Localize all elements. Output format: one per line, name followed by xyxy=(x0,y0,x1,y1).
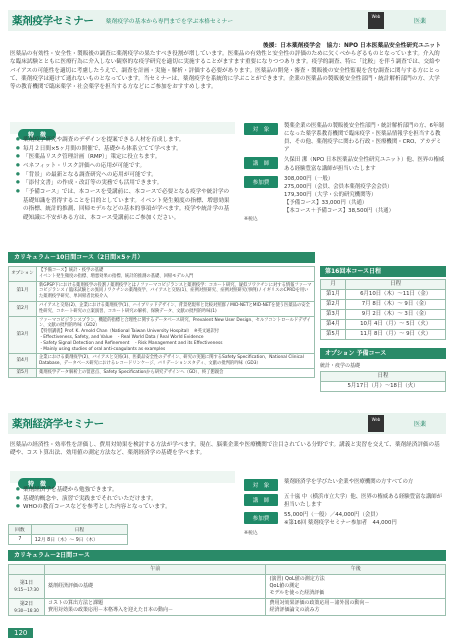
morning-session: 薬剤経済評価の基礎 xyxy=(45,575,266,599)
morning-session: コストの算出方法と課題 費用対効果の政策応用－本格導入を迎えた日本の動向－ xyxy=(45,599,266,616)
info-label: 対 象 xyxy=(244,479,278,491)
schedule-month: 第5月 xyxy=(321,330,346,340)
features-header xyxy=(10,471,235,488)
feature-item: ● 薬剤経済学を基礎から勉強できます。 xyxy=(16,486,231,495)
curriculum-header: カリキュラム－2日間コース xyxy=(8,550,446,561)
section-subtitle: 薬剤疫学の基本から専門までを学ぶ本格セミナー xyxy=(105,19,234,25)
section-description: 医薬品の経済性・効率性を評価し、費用対効果を検討する方法が学べます。現在、脳薬企業や医療機関で注目されている分野です。講義と実習を交えて、薬剤経済評価の基礎や、コスト算出法、効用値の測定方法など、薬剤経済学の基礎を学べます。 xyxy=(10,442,440,457)
curriculum-content: 新GPSP下における薬剤疫学の役割 / 薬剤疫学とは / ファーマコビジランスと薬剤疫学：コホート研究、疑似ソワクチンに対する情報ファーマコビジランス / 臨床試験との異同 / ワクチンの薬剤疫学、バイアスと交絡(1)、症例対照研究、症例対照研究(事例) / イギリスのCPRDを用いた薬剤疫学研究、単回帰者比較介入 xyxy=(37,281,315,301)
table-row xyxy=(9,301,315,316)
schedule-date: 10月 4日（月）～ 5日（火） xyxy=(346,320,446,330)
info-target xyxy=(244,478,446,491)
info-lecturer xyxy=(244,156,446,172)
tax-note: ※税込 xyxy=(244,531,258,537)
info-target xyxy=(244,122,446,154)
table-row xyxy=(9,535,128,545)
day-cell xyxy=(9,575,45,599)
day-label: 第2日 xyxy=(19,600,34,607)
info-lecturer xyxy=(244,493,446,509)
info-label: 講 師 xyxy=(244,157,278,169)
section-header-pharmacoecon xyxy=(8,413,446,434)
option-date: 5月17日（月）～18日（火） xyxy=(321,382,446,392)
table-row xyxy=(9,599,446,616)
table-header-row xyxy=(9,525,128,535)
table-row xyxy=(321,330,446,340)
table-row xyxy=(9,316,315,354)
info-label: 参加費 xyxy=(244,512,278,524)
column-header: 月 xyxy=(321,280,346,290)
web-badge-icon: Web xyxy=(368,12,384,29)
feature-item: ● 毎月２日間×5ヶ月間の開催で、基礎から体系立てて学べます。 xyxy=(16,145,231,154)
curriculum-content: 薬剤疫学データ解析上の留意点、Safety Specificationから研究デザインへ（GD）、終了懇親会 xyxy=(37,368,315,377)
info-text: 久保田 潔（NPO 日本医薬品安全性研究ユニット）他、医界の権威ある経験豊富な講師が担当いたします xyxy=(284,157,445,172)
afternoon-session: 費用対効果評価の政策応用－諸外国の動向－ 経済評価論文の読み方 xyxy=(266,599,446,616)
feature-item: ● 「医薬品リスク管理計画（RMP）」策定に役立ちます。 xyxy=(16,153,231,162)
schedule-month: 第1月 xyxy=(321,290,346,300)
table-row xyxy=(9,368,315,377)
info-label: 対 象 xyxy=(244,123,278,135)
schedule-month: 第4月 xyxy=(321,320,346,330)
table-header-row xyxy=(321,280,446,290)
features-list xyxy=(16,486,231,512)
column-header: 回数 xyxy=(9,525,32,535)
curriculum-content: 【予備コース】統計・疫学の基礎 イベント発生頻度の指標、増悪効果の指標、統計的推測の基礎、回帰モデル入門 xyxy=(37,267,315,282)
table-header-row xyxy=(321,372,446,382)
section-header-pharmacoepi xyxy=(8,10,446,31)
column-header: 午前 xyxy=(45,565,266,575)
feature-item: ● 薬剤疫学研究や調査のデザインを提案できる人材を育成します。 xyxy=(16,136,231,145)
table-header-row xyxy=(9,565,446,575)
table-row xyxy=(321,320,446,330)
curriculum-month: 第5月 xyxy=(9,368,37,377)
option-schedule-table xyxy=(320,371,446,392)
tax-note: ※税込 xyxy=(244,217,258,223)
curriculum-month: 第1月 xyxy=(9,281,37,301)
column-header-blank xyxy=(9,565,45,575)
curriculum-month: 第3月 xyxy=(9,316,37,354)
feature-item: ● 「予備コース」では、本コースを受講前に、本コースで必要となる疫学や統計学の基礎知識を習得することを目的としています。イベント発生頻度の指標、増悪効果の指標、統計的推測、回帰モデルなどの基本的事項が学べます。疫学や統計学の基礎知識に不安がある方は、本コース受講前にご参加ください。 xyxy=(16,188,231,223)
features-label: 特 徴 xyxy=(18,129,56,140)
course-info xyxy=(244,122,446,222)
section-title: 薬剤経済学セミナー xyxy=(12,418,104,430)
schedule-date: 6月10日（木）～11日（金） xyxy=(346,290,446,300)
day-time: 9:30～16:30 xyxy=(14,607,39,613)
section-description: 医薬品の有効性・安全性・製販後の調査に薬剤疫学の果たすべき役割が増しています。医薬品の有効性と安全性の評価のために欠くべからざるものとなっています。介入的な臨床試験とともに医療行為に介入しない観察的な疫学研究を適切に実施することがますます重要になりつつあります。疫学的調査、特に「比較」を伴う調査では、交絡やバイアスの可能性を適切に考慮したうえで、調査を計画・実施・解析・評価する必要があります。医薬品の開発・審査・製販後の安全性監視を含む調査に関与する方にとって、薬剤疫学は避けて通れないものとなっています。当セミナーは、薬剤疫学を系統的に学ぶことができます。企業の医薬品の製販後安全性部門・統計解析部門の方、大学等の教育機関で臨床薬学・社会薬学を担当する方などにご参加をおすすめします。 xyxy=(10,51,441,91)
schedule-table xyxy=(320,279,446,340)
info-text: 製薬企業の医薬品の製販後安全性部門・統計解析部門の方、6年制になった薬学系教育機関で臨床疫学・医薬品情報学を担当する教員、その他、薬剤疫学に関わる行政・医療機関・CRO、アカデミア xyxy=(284,123,444,154)
curriculum-month: 第4月 xyxy=(9,354,37,369)
feature-item: ● 「添付文書」の作成・改訂等の実務でも活用できます。 xyxy=(16,179,231,188)
table-row xyxy=(9,354,315,369)
features-header xyxy=(10,122,235,139)
features-label: 特 徴 xyxy=(18,478,56,489)
column-header: 日程 xyxy=(346,280,446,290)
info-text: 55,000円（一般）／44,000円（会員） ※第16回 薬剤疫学セミナー参加者 44,000円 xyxy=(284,512,397,527)
afternoon-session: (演習) QoL値の測定方法 QoL値の測定 モデルを使った経済評価 xyxy=(266,575,446,599)
info-label: 講 師 xyxy=(244,494,278,506)
column-header: 日程 xyxy=(321,372,446,382)
schedule-date: 11月 8日（月）～ 9日（火） xyxy=(346,330,446,340)
table-row xyxy=(321,290,446,300)
sponsor-line: 後援：日本薬剤疫学会 協力：NPO 日本医薬品安全性研究ユニット xyxy=(262,43,441,49)
web-badge-icon: Web xyxy=(368,415,384,432)
info-text: 308,000円（一般） 275,000円（会員、会員本薬剤疫学会会員） 179,300円（大学・公的研究機関等） 【予備コース】33,000円（共通） 【本コース＋予備コース】38,500円（共通） xyxy=(284,175,394,215)
day-time: 9:15～17:30 xyxy=(14,587,39,593)
round-table xyxy=(8,524,128,545)
round-number: 7 xyxy=(9,535,32,545)
option-course-header: オプション 予備コース xyxy=(320,348,446,359)
info-fee xyxy=(244,511,446,527)
feature-item: ● WHOの教育コースなどを参考とした内容となっています。 xyxy=(16,503,231,512)
page-number: 120 xyxy=(8,628,33,638)
info-label: 参加費 xyxy=(244,176,278,188)
schedule-date: 7月 8日（木）～ 9日（金） xyxy=(346,300,446,310)
table-row xyxy=(321,300,446,310)
curriculum-content: ファーマコビジランスプラン、機能的指標と合理性に関するデータベース研究、Prevalent New User Design、セルフコントロールドデザイン、文献の批判的吟味（GD2） 【特別講義】Prof. K. Arnold Chan（National Taiwan University Hospital） ※英文通訳付 ・Effectiveness, Safety, and Value ・Real World Data / Real World Evidence ・Safety Signal Detection and Refinement ・Risk Management and its Effectiveness ・Mainly using studies of oral anti-coagulants as examples xyxy=(37,316,315,354)
column-header: 日程 xyxy=(31,525,127,535)
schedule-month: 第2月 xyxy=(321,300,346,310)
course-info xyxy=(244,478,446,536)
category-label: 医薬 xyxy=(414,421,427,428)
curriculum-content: 企業における薬剤疫学(2)、バイアスと交絡(3)、医薬品安全性のデザイン、研究の実施に関するSafety Specification、National Clinical Database、データベース研究におけるレコードリンケージ、バリデーションスタディ、文献の批判的吟味（GD3） xyxy=(37,354,315,369)
table-row xyxy=(321,310,446,320)
features-list xyxy=(16,136,231,223)
table-row xyxy=(9,267,315,282)
curriculum-month: 第2月 xyxy=(9,301,37,316)
column-header: 午後 xyxy=(266,565,446,575)
feature-item: ● ベネフィット・リスク評価への応用が可能です。 xyxy=(16,162,231,171)
table-row xyxy=(321,382,446,392)
curriculum-month: オプション xyxy=(9,267,37,282)
table-row xyxy=(9,575,446,599)
schedule-header: 第16回本コース日程 xyxy=(320,266,446,277)
section-title: 薬剤疫学セミナー xyxy=(12,15,94,27)
day-cell xyxy=(9,599,45,616)
curriculum-content: バイアスと交絡(2)、企業における薬剤疫学(1)、ハイブリッドデザイン、背景発現率と比較対照群 / MID-NETとMID-NETを使う医薬品の安全性研究、コホート研究の立案演習、コホート研究の解析、保険データ、文献の批判的吟味(1) xyxy=(37,301,315,316)
curriculum-table xyxy=(8,266,315,378)
schedule-date: 9月 2日（木）～ 3日（金） xyxy=(346,310,446,320)
table-row xyxy=(9,281,315,301)
info-fee xyxy=(244,175,446,216)
info-text: 薬剤経済学を学びたい企業や医療機関の方すべての方 xyxy=(284,479,414,485)
category-label: 医薬 xyxy=(414,18,427,25)
day-label: 第1日 xyxy=(19,580,34,587)
schedule-month: 第3月 xyxy=(321,310,346,320)
feature-item: ● 基礎的概念や、演習で実践までそれでいただけます。 xyxy=(16,495,231,504)
info-text: 五十嵐 中（横浜市立大学）他、医界の権威ある経験豊富な講師が担当いたします xyxy=(284,494,443,509)
curriculum-header: カリキュラム－10日間コース（2日間×5ヶ月） xyxy=(8,252,315,263)
option-course-box xyxy=(320,362,446,390)
feature-item: ● 「背景」の最新となる調査研究への応用が可能です。 xyxy=(16,171,231,180)
curriculum-table xyxy=(8,564,446,616)
round-date: 12月 8日（木）～ 9日（木） xyxy=(31,535,127,545)
option-course-title: 統計・疫学の基礎 xyxy=(320,363,361,369)
